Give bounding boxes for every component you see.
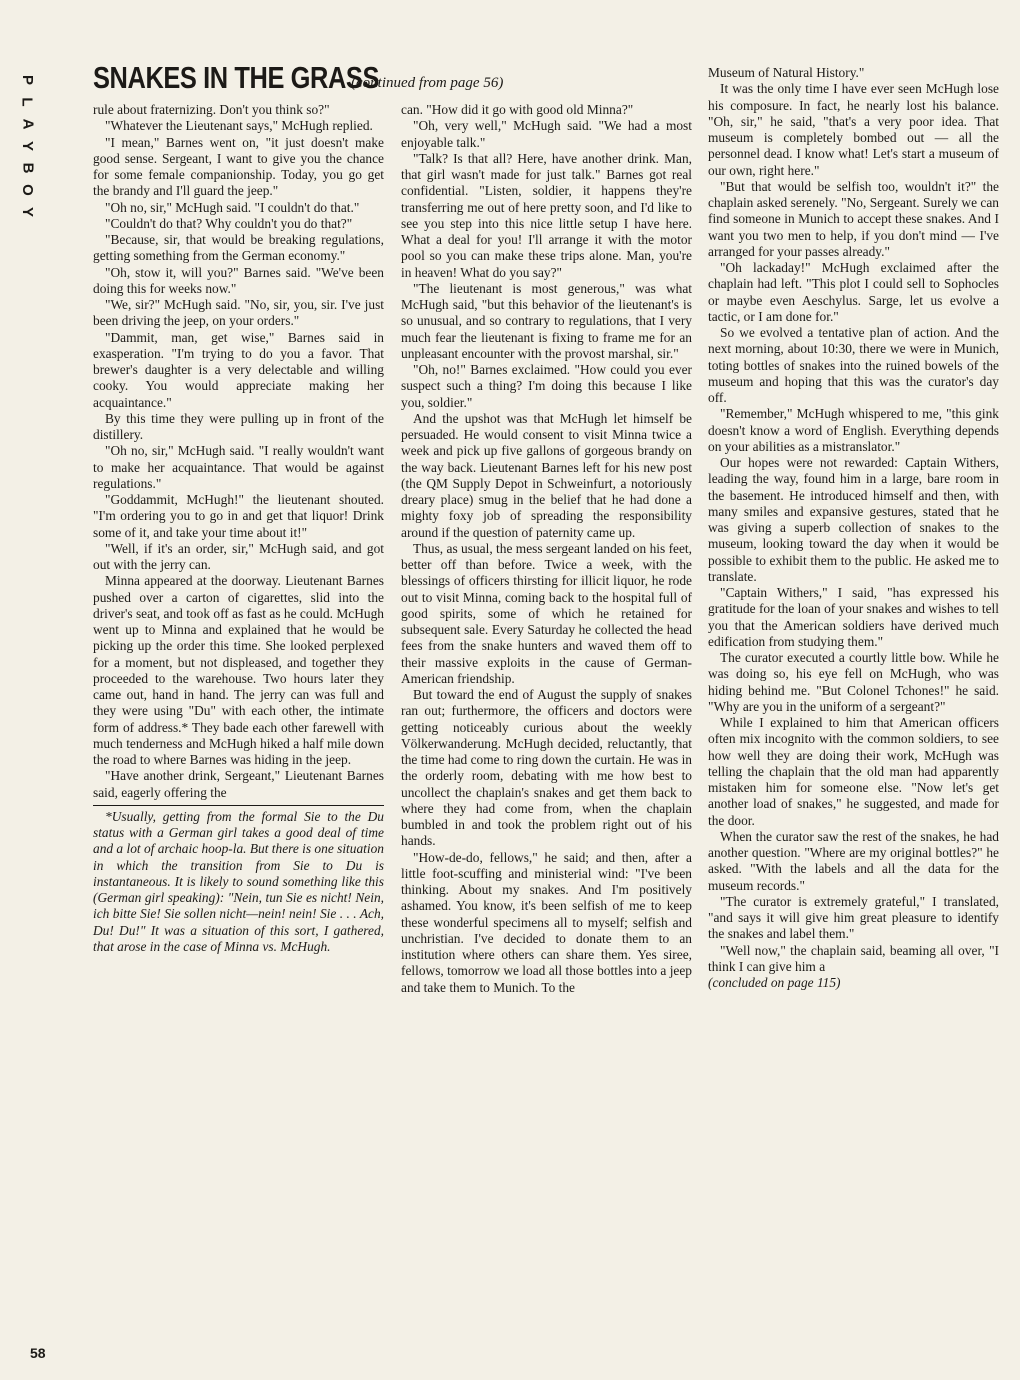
paragraph: "Talk? Is that all? Here, have another drink. Man, that girl wasn't made for just talk." Barnes got real confidential. "Listen, soldier, it happens they're transferring me out of here pretty soon, and I'd like to see you step into this nice little setup I have here. What a deal for you! I'll arrange it with the motor pool so you can make these trips alone. Man, you're in heaven! What do you say?" xyxy=(401,150,692,280)
paragraph: When the curator saw the rest of the snakes, he had another question. "Where are my original bottles?" he asked. "With the labels and all the data for the museum records." xyxy=(708,828,999,893)
paragraph: It was the only time I have ever seen McHugh lose his composure. In fact, he nearly lost his balance. "Oh, sir," he said, "that's a very poor idea. That museum is completely bombed out — all the personnel dead. I know what! Let's start a museum of our own, right here." xyxy=(708,81,999,178)
paragraph: "Oh no, sir," McHugh said. "I couldn't do that." xyxy=(105,199,360,215)
continued-from-note: (continued from page 56) xyxy=(351,75,504,91)
paragraph: Museum of Natural History." xyxy=(708,65,865,80)
text-column-1 xyxy=(93,102,384,955)
paragraph: "Well now," the chaplain said, beaming all over, "I think I can give him a xyxy=(708,942,999,974)
paragraph: Thus, as usual, the mess sergeant landed on his feet, better off than before. Twice a week, with the blessings of officers thirsting for illicit liquor, he rode out to visit Minna, coming back to the hospital full of good spirits, some of which he retained for subsequent sale. Every Saturday he collected the head fees from the snake hunters and waved them off to their massive exploits in the cause of German-American friendship. xyxy=(401,540,692,686)
paragraph: "We, sir?" McHugh said. "No, sir, you, sir. I've just been driving the jeep, on your orders." xyxy=(93,297,384,329)
paragraph: "How-de-do, fellows," he said; and then, after a little foot-scuffing and ministerial wind: "I've been thinking. About my snakes. And I'm positively ashamed. You know, it's been selfish of me to keep these wonderful specimens all to myself; selfish and unchristian. I've decided to donate them to an institution where others can share them. Yes siree, fellows, tomorrow we load all those bottles into a jeep and take them to Munich. To the xyxy=(401,849,692,995)
paragraph: "I mean," Barnes went on, "it just doesn't make good sense. Sergeant, I want to give you the chance for some female companionship. Today, you go get the brandy and I'll guard the jeep." xyxy=(93,134,384,199)
paragraph: "Oh no, sir," McHugh said. "I really wouldn't want to make her acquaintance. That would be against regulations." xyxy=(93,443,384,491)
paragraph: So we evolved a tentative plan of action. And the next morning, about 10:30, there we were in Munich, toting bottles of snakes into the ruined bowels of the museum and hoping that this was the curator's day off. xyxy=(708,325,999,405)
paragraph: "Whatever the Lieutenant says," McHugh replied. xyxy=(105,118,373,134)
paragraph: "Captain Withers," I said, "has expressed his gratitude for the loan of your snakes and wishes to tell you that the American soldiers have derived much edification from studying them." xyxy=(708,585,999,649)
paragraph: "Oh, no!" Barnes exclaimed. "How could you ever suspect such a thing? I'm doing this because I like you, soldier." xyxy=(401,362,692,410)
paragraph: While I explained to him that American officers often mix incognito with the common soldiers, to see how well they are doing their work, McHugh was telling the chaplain that the old man had apparently mistaken him for someone else. "Now let's get another load of snakes," he suggested, and made for the door. xyxy=(708,715,999,828)
paragraph: "The lieutenant is most generous," was what McHugh said, "but this behavior of the lieutenant's is so unusual, and so contrary to regulations, that I very much fear the lieutenant is fixing to frame me for an unpleasant encounter with the provost marshal, sir." xyxy=(401,280,692,361)
masthead-letter: Y xyxy=(18,206,36,218)
text-column-2 xyxy=(401,102,692,996)
footnote: *Usually, getting from the formal Sie to the Du status with a German girl takes a good deal of time and a lot of archaic hoop-la. But there is one situation in which the transition from Sie to Du is instantaneous. It is likely to sound something like this (German girl speaking): "Nein, tun Sie es nicht! Nein, ich bitte Sie! Sie sollen nicht—nein! nein! Sie . . . Ach, Du! Du!" It was a situation of this sort, I gathered, that arose in the case of Minna vs. McHugh. xyxy=(93,808,384,954)
paragraph: rule about fraternizing. Don't you think so?" xyxy=(93,102,330,117)
paragraph: Our hopes were not rewarded: Captain Withers, leading the way, found him in a large, bare room in the basement. He introduced himself and then, with many smiles and expansive gestures, stated that he was giving a superb collection of snakes to the museum, looking toward the day when it would be possible to exhibit them to the public. He asked me to translate. xyxy=(708,455,999,584)
masthead-letter: L xyxy=(18,97,36,107)
article-headline xyxy=(93,60,504,100)
paragraph: "Dammit, man, get wise," Barnes said in exasperation. "I'm trying to do you a favor. That brewer's daughter is a very delectable and willing cooky. You would appreciate making her acquaintance." xyxy=(93,329,384,410)
paragraph: "Remember," McHugh whispered to me, "this gink doesn't know a word of English. Everything depends on your abilities as a mistranslator." xyxy=(708,406,999,454)
masthead-letter: B xyxy=(19,162,36,174)
footnote-divider xyxy=(93,805,384,806)
paragraph: And the upshot was that McHugh let himself be persuaded. He would consent to visit Minna twice a week and pick up five gallons of gorgeous brandy on the way back. Lieutenant Barnes left for his new post (the QM Supply Depot in Schweinfurt, a notoriously dreary place) smug in the belief that he had done a mighty foxy job of spreading the responsibility around if the question of paternity came up. xyxy=(401,410,692,540)
paragraph: But toward the end of August the supply of snakes ran out; furthermore, the officers and doctors were getting noticeably curious about the weekly Völkerwanderung. McHugh decided, reluctantly, that the time had come to ring down the curtain. He was in the orderly room, debating with me how best to uncollect the chaplain's snakes and get them back to where they had come from, when the chaplain bumbled in and took the problem right out of his hands. xyxy=(401,687,692,849)
masthead-letter: A xyxy=(19,118,36,130)
paragraph: "Well, if it's an order, sir," McHugh said, and got out with the jerry can. xyxy=(93,540,384,572)
page-number: 58 xyxy=(30,1345,46,1361)
concluded-on-note: (concluded on page 115) xyxy=(708,975,841,990)
masthead-letter: P xyxy=(18,74,36,86)
paragraph: "Because, sir, that would be breaking regulations, getting something from the German economy." xyxy=(93,232,384,264)
paragraph: can. "How did it go with good old Minna?" xyxy=(401,102,634,117)
paragraph: Minna appeared at the doorway. Lieutenant Barnes pushed over a carton of cigarettes, slid into the driver's seat, and took off as fast as he could. McHugh went up to Minna and explained that he would be picking up the order this time. She looked perplexed for a moment, but not displeased, and together they proceeded to the warehouse. Two hours later they came out, hand in hand. The jerry can was full and they were using "Du" with each other, the intimate form of address.* They bade each other farewell with much tenderness and McHugh hiked a half mile down the road to where Barnes was hiding in the jeep. xyxy=(93,573,384,767)
paragraph: By this time they were pulling up in front of the distillery. xyxy=(93,410,384,442)
paragraph: "Oh, very well," McHugh said. "We had a most enjoyable talk." xyxy=(401,118,692,150)
masthead-letter: O xyxy=(18,184,36,196)
paragraph: "Couldn't do that? Why couldn't you do that?" xyxy=(105,215,353,231)
article-title: SNAKES IN THE GRASS xyxy=(93,60,380,95)
paragraph: The curator executed a courtly little bow. While he was doing so, his eye fell on McHugh, who was hiding behind me. "But Colonel Tchones!" he said. "Why are you in the uniform of a sergeant?" xyxy=(708,650,999,714)
paragraph: "Oh lackaday!" McHugh exclaimed after the chaplain had left. "This plot I could sell to Sophocles or maybe even Aeschylus. Sarge, let us evolve a tactic, or I am done for." xyxy=(708,260,999,324)
paragraph: "The curator is extremely grateful," I translated, "and says it will give him great pleasure to identify the snakes and label them." xyxy=(708,893,999,942)
text-column-3 xyxy=(708,65,999,991)
magazine-masthead-vertical xyxy=(18,70,36,222)
paragraph: "Oh, stow it, will you?" Barnes said. "We've been doing this for weeks now." xyxy=(93,264,384,296)
paragraph: "But that would be selfish too, wouldn't it?" the chaplain asked serenely. "No, Sergeant. Surely we can find someone in Munich to accept these snakes. And I want you two men to help, if you don't mind — I've arranged for your passes already." xyxy=(708,178,999,259)
paragraph: "Goddammit, McHugh!" the lieutenant shouted. "I'm ordering you to go in and get that liquor! Drink some of it, and take your time about it!" xyxy=(93,492,384,540)
masthead-letter: Y xyxy=(18,140,36,152)
paragraph: "Have another drink, Sergeant," Lieutenant Barnes said, eagerly offering the xyxy=(93,768,384,800)
